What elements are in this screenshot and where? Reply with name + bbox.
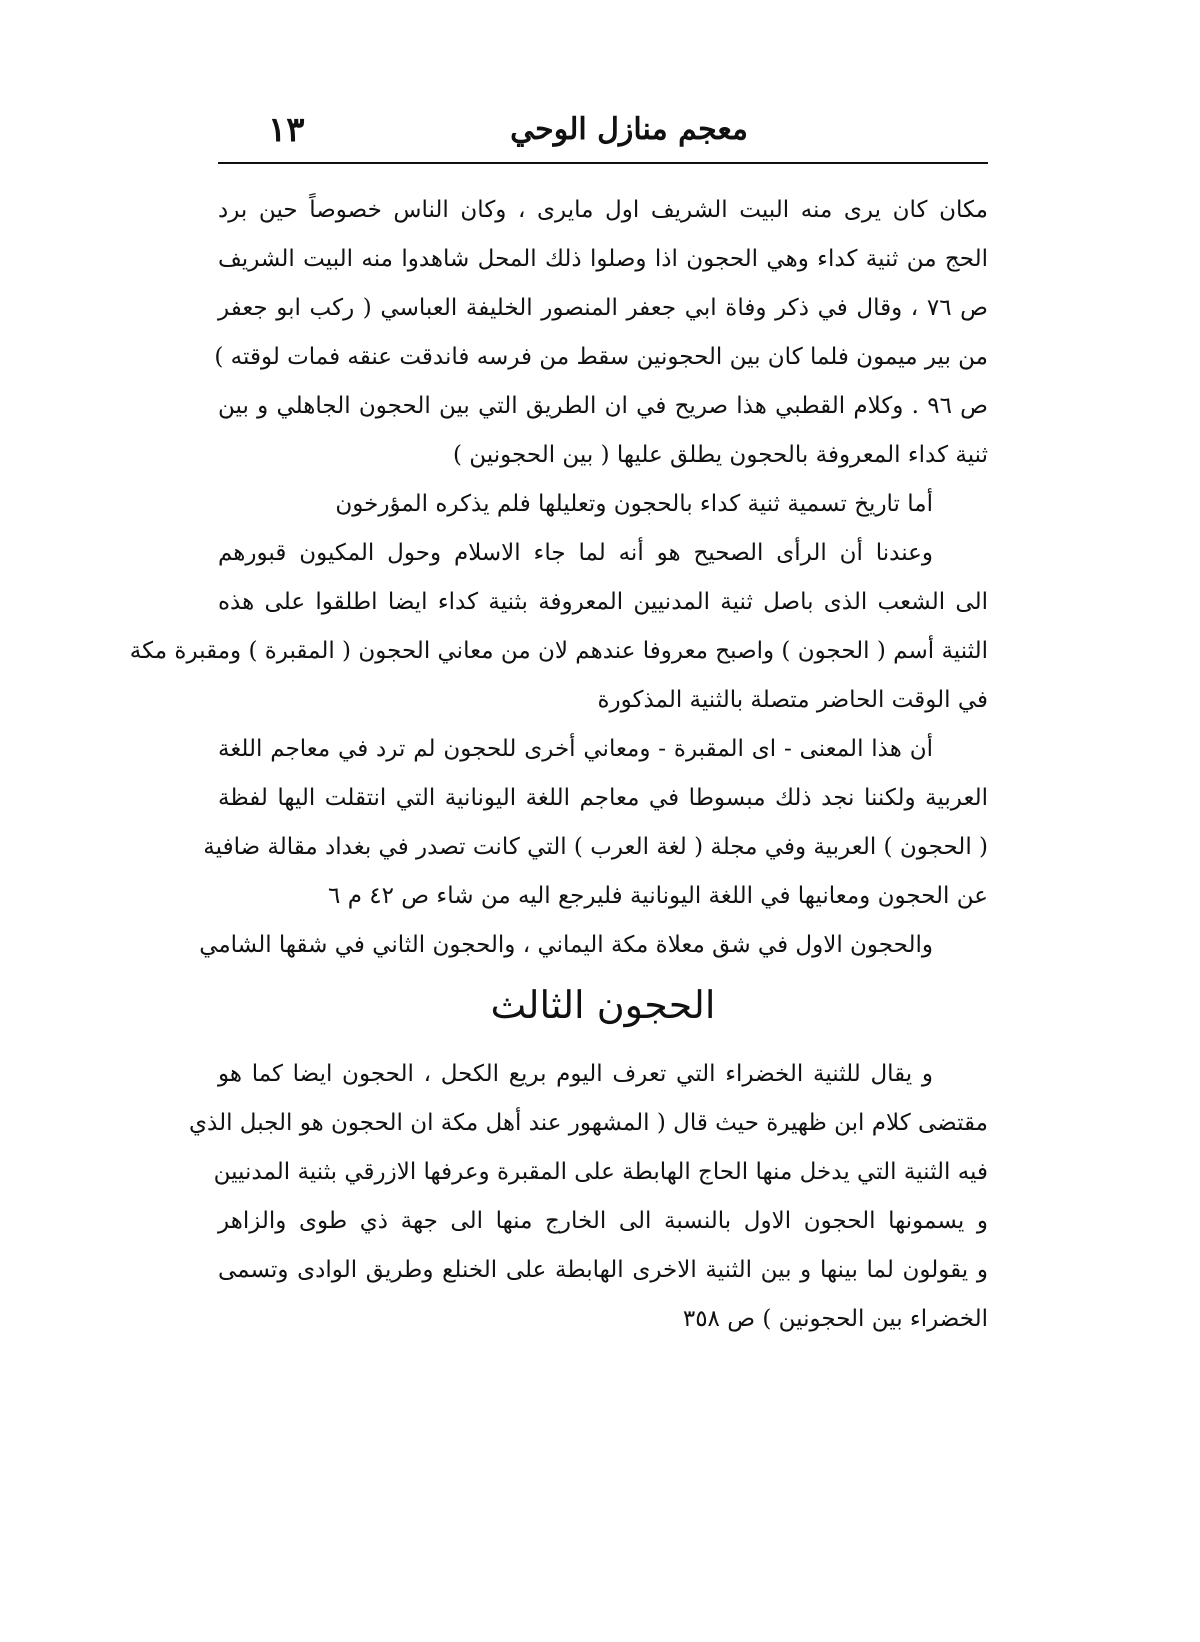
text-line: و يقولون لما بينها و بين الثنية الاخرى الهابطة على الخنلع وطريق الوادى وتسمى: [218, 1257, 988, 1283]
text-line: العربية ولكننا نجد ذلك مبسوطا في معاجم اللغة اليونانية التي انتقلت اليها لفظة: [218, 785, 988, 811]
section-heading: الحجون الثالث: [490, 983, 716, 1027]
text-line: الحج من ثنية كداء وهي الحجون اذا وصلوا ذلك المحل شاهدوا منه البيت الشريف: [218, 246, 988, 272]
text-line: أن هذا المعنى - اى المقبرة - ومعاني أخرى للحجون لم ترد في معاجم اللغة: [218, 736, 933, 762]
running-title: معجم منازل الوحي: [510, 112, 748, 147]
text-line: و يسمونها الحجون الاول بالنسبة الى الخارج منها الى جهة ذي طوى والزاهر: [218, 1208, 988, 1234]
text-line: من بير ميمون فلما كان بين الحجونين سقط من فرسه فاندقت عنقه فمات لوقته ): [214, 344, 988, 370]
text-line: و يقال للثنية الخضراء التي تعرف اليوم بريع الكحل ، الحجون ايضا كما هو: [218, 1061, 933, 1087]
page-header: [218, 100, 988, 160]
text-line: ثنية كداء المعروفة بالحجون يطلق عليها ( بين الحجونين ): [452, 442, 988, 468]
text-line: فيه الثنية التي يدخل منها الحاج الهابطة على المقبرة وعرفها الازرقي بثنية المدنيين: [213, 1159, 988, 1185]
text-line: في الوقت الحاضر متصلة بالثنية المذكورة: [597, 687, 988, 713]
text-line: ص ٩٦ . وكلام القطبي هذا صريح في ان الطريق التي بين الحجون الجاهلي و بين: [218, 393, 988, 419]
text-line: مقتضى كلام ابن ظهيرة حيث قال ( المشهور عند أهل مكة ان الحجون هو الجبل الذي: [189, 1110, 988, 1136]
text-line: الى الشعب الذى باصل ثنية المدنيين المعروفة بثنية كداء ايضا اطلقوا على هذه: [218, 589, 988, 615]
text-line: الثنية أسم ( الحجون ) واصبح معروفا عندهم لان من معاني الحجون ( المقبرة ) ومقبرة مكة: [129, 638, 988, 664]
text-line: عن الحجون ومعانيها في اللغة اليونانية فليرجع اليه من شاء ص ٤٢ م ٦: [328, 883, 988, 909]
header-divider: [218, 162, 988, 164]
text-line: ( الحجون ) العربية وفي مجلة ( لغة العرب ) التي كانت تصدر في بغداد مقالة ضافية: [203, 834, 988, 860]
text-line: أما تاريخ تسمية ثنية كداء بالحجون وتعليلها فلم يذكره المؤرخون: [335, 491, 933, 517]
body-text: [129, 196, 988, 1354]
text-line: مكان كان يرى منه البيت الشريف اول مايرى ، وكان الناس خصوصاً حين برد: [218, 197, 988, 223]
text-line: والحجون الاول في شق معلاة مكة اليماني ، والحجون الثاني في شقها الشامي: [199, 932, 933, 958]
text-line: وعندنا أن الرأى الصحيح هو أنه لما جاء الاسلام وحول المكيون قبورهم: [218, 540, 933, 566]
text-line: ص ٧٦ ، وقال في ذكر وفاة ابي جعفر المنصور الخليفة العباسي ( ركب ابو جعفر: [218, 295, 988, 321]
page-number: ١٣: [268, 110, 305, 150]
text-line: الخضراء بين الحجونين ) ص ٣٥٨: [682, 1306, 988, 1332]
